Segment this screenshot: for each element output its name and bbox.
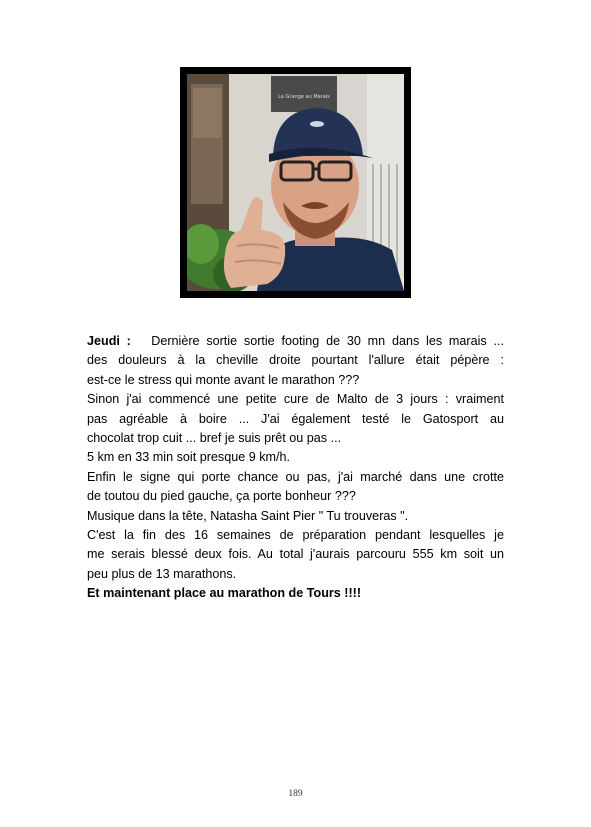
- entry-line-13: peu plus de 13 marathons.: [87, 566, 237, 581]
- day-label: Jeudi :: [87, 334, 131, 348]
- entry-line-9: de toutou du pied gauche, ça porte bonheur ???: [87, 489, 356, 504]
- entry-line-2: des douleurs à la cheville droite pourtant l'allure était pépère :: [87, 353, 504, 368]
- entry-line-10: Musique dans la tête, Natasha Saint Pier " Tu trouveras ".: [87, 508, 409, 523]
- entry-line-12: me serais blessé deux fois. Au total j'aurais parcouru 555 km soit un: [87, 547, 504, 562]
- entry-line-8: Enfin le signe qui porte chance ou pas, j'ai marché dans une crotte: [87, 469, 504, 484]
- entry-line-7: 5 km en 33 min soit presque 9 km/h.: [87, 450, 290, 465]
- diary-entry: [87, 332, 504, 604]
- entry-line-1: [87, 332, 504, 351]
- closing-line: Et maintenant place au marathon de Tours !!!!: [87, 586, 362, 601]
- entry-line-3: est-ce le stress qui monte avant le marathon ???: [87, 372, 360, 387]
- entry-line-6: chocolat trop cuit ... bref je suis prêt ou pas ...: [87, 431, 342, 446]
- sign-text: La Grange au Marais: [278, 94, 330, 100]
- entry-line-4: Sinon j'ai commencé une petite cure de Malto de 3 jours : vraiment: [87, 392, 504, 407]
- sign-plate: [271, 76, 337, 112]
- selfie-photo: [180, 67, 411, 298]
- selfie-image: [187, 74, 404, 291]
- entry-line-11: C'est la fin des 16 semaines de préparation pendant lesquelles je: [87, 528, 504, 543]
- entry-line-5: pas agréable à boire ... J'ai également testé le Gatosport au: [87, 411, 504, 426]
- page-number: 189: [288, 789, 303, 799]
- entry-text: Dernière sortie sortie footing de 30 mn dans les marais ...: [151, 334, 504, 348]
